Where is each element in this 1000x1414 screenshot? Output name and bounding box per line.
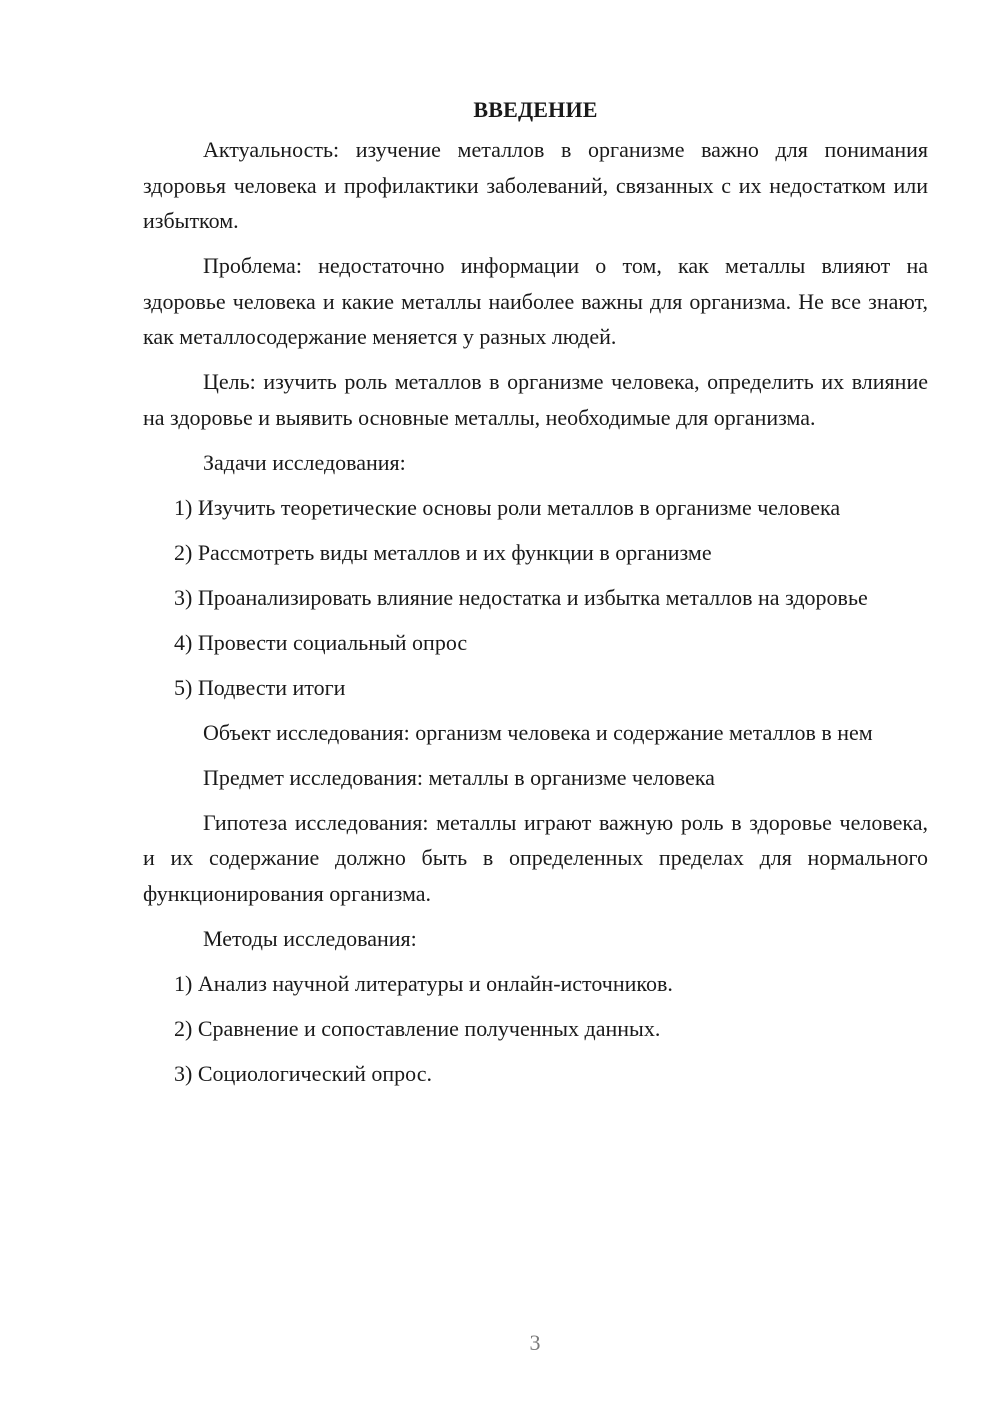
task-item-5: 5) Подвести итоги xyxy=(174,674,346,700)
methods-heading: Методы исследования: xyxy=(203,925,417,951)
object-paragraph: Объект исследования: организм человека и содержание металлов в нем xyxy=(203,719,873,745)
method-item-3: 3) Социологический опрос. xyxy=(174,1060,432,1086)
task-item-2: 2) Рассмотреть виды металлов и их функции в организме xyxy=(174,539,712,565)
task-item-3: 3) Проанализировать влияние недостатка и избытка металлов на здоровье xyxy=(174,584,868,610)
relevance-paragraph: Актуальность: изучение металлов в организме важно для понимания здоровья человека и профилактики заболеваний, связанных с их недостатком или избытком. xyxy=(143,137,928,233)
method-item-1: 1) Анализ научной литературы и онлайн-источников. xyxy=(174,970,673,996)
task-item-1: 1) Изучить теоретические основы роли металлов в организме человека xyxy=(174,494,841,520)
subject-paragraph: Предмет исследования: металлы в организме человека xyxy=(203,764,715,790)
goal-paragraph: Цель: изучить роль металлов в организме человека, определить их влияние на здоровье и выявить основные металлы, необходимые для организма. xyxy=(143,369,928,430)
problem-paragraph: Проблема: недостаточно информации о том, как металлы влияют на здоровье человека и какие металлы наиболее важны для организма. Не все знают, как металлосодержание меняется у разных людей. xyxy=(143,253,928,349)
method-item-2: 2) Сравнение и сопоставление полученных данных. xyxy=(174,1015,661,1041)
page-number: 3 xyxy=(529,1330,541,1355)
tasks-heading: Задачи исследования: xyxy=(203,449,406,475)
page-title: ВВЕДЕНИЕ xyxy=(473,97,598,122)
task-item-4: 4) Провести социальный опрос xyxy=(174,629,468,655)
hypothesis-paragraph: Гипотеза исследования: металлы играют важную роль в здоровье человека, и их содержание должно быть в определенных пределах для нормального функционирования организма. xyxy=(143,809,928,906)
document-page xyxy=(143,92,928,1101)
